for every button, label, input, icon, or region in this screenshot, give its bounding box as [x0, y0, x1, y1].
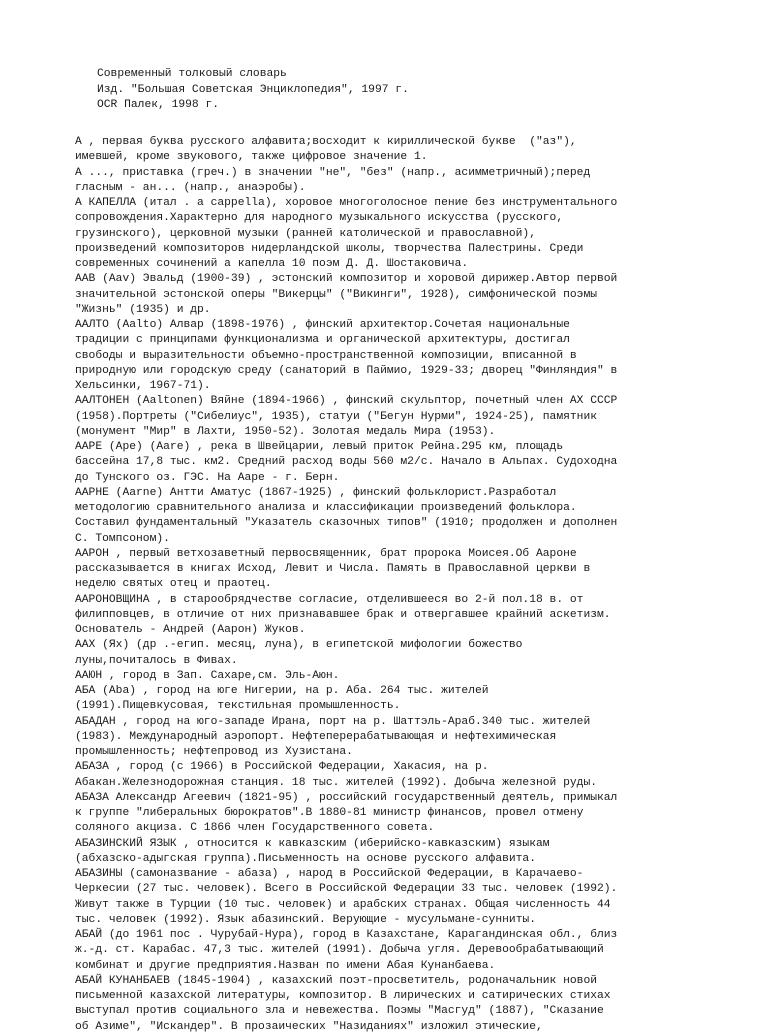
body-text-line: свободы и выразительности объемно-пространственной композиции, вписанной в — [75, 349, 577, 362]
body-text-line: тыс. человек (1992). Язык абазинский. Верующие - мусульмане-сунниты. — [75, 913, 536, 926]
body-text-line: ААЛТОНЕН (Aaltonen) Вяйне (1894-1966) , финский скульптор, почетный член АХ СССР — [75, 395, 618, 408]
body-text-line: ААЛТО (Aalto) Алвар (1898-1976) , финский архитектор.Сочетая национальные — [75, 319, 570, 331]
body-text-line: ж.-д. ст. Карабас. 47,3 тыс. жителей (1991). Добыча угля. Деревообрабатывающий — [75, 944, 604, 957]
body-text-line: произведений композиторов нидерландской школы, творчества Палестрины. Среди — [75, 242, 584, 255]
body-text-line: ААРОНОВЩИНА , в старообрядчестве согласие, отделившееся во 2-й пол.18 в. от — [75, 593, 584, 606]
body-text-line: "Жизнь" (1935) и др. — [75, 303, 211, 316]
dictionary-body — [75, 135, 617, 1035]
body-text-line: ААРОН , первый ветхозаветный первосвященник, брат пророка Моисея.Об Аароне — [75, 547, 577, 560]
body-text-line: А КАПЕЛЛА (итал . а cappella), хоровое многоголосное пение без инструментального — [75, 197, 618, 209]
body-text-line: АБАЗИНЫ (самоназвание - абаза) , народ в Российской Федерации, в Карачаево- — [75, 868, 584, 880]
body-text-line: к группе "либеральных бюрократов".В 1880-81 министр финансов, провел отмену — [75, 807, 584, 819]
header-publisher-line: Изд. "Большая Советская Энциклопедия", 1997 г. — [97, 83, 409, 96]
body-text-line: об Азиме", "Искандер". В прозаических "Назиданиях" изложил этические, — [75, 1020, 543, 1033]
body-text-line: АБА (Aba) , город на юге Нигерии, на р. Аба. 264 тыс. жителей — [75, 685, 489, 697]
body-text-line: Абакан.Железнодорожная станция. 18 тыс. жителей (1992). Добыча железной руды. — [75, 776, 598, 789]
body-text-line: природную или городскую среду (санаторий в Паймио, 1929-33; дворец "Финляндия" в — [75, 364, 618, 377]
body-text-line: выступал против социального зла и невежества. Поэмы "Масгуд" (1887), "Сказание — [75, 1005, 604, 1018]
body-text-line: грузинского), церковной музыки (ранней католической и православной), — [75, 227, 536, 240]
body-text-line: до Тунского оз. ГЭС. На Ааре - г. Берн. — [75, 471, 340, 484]
body-text-line: АБАЗА , город (с 1966) в Российской Федерации, Хакасия, на р. — [75, 761, 489, 774]
body-text-line: А ..., приставка (греч.) в значении "не", "без" (напр., асимметричный);перед — [75, 166, 591, 179]
body-text-line: АБАЙ КУНАНБАЕВ (1845-1904) , казахский поэт-просветитель, родоначальник новой — [75, 974, 598, 987]
body-text-line: Составил фундаментальный "Указатель сказочных типов" (1910; продолжен и дополнен — [75, 517, 618, 530]
body-text-line: (1983). Международный аэропорт. Нефтеперерабатывающая и нефтехимическая — [75, 730, 557, 743]
body-text-line: сопровождения.Характерно для народного музыкального искусства (русского, — [75, 212, 564, 225]
body-text-line: ААРНЕ (Aarne) Антти Аматус (1867-1925) , финский фольклорист.Разработал — [75, 486, 557, 499]
body-text-line: филипповцев, в отличие от них признававшее брак и отвергавшее крайний аскетизм. — [75, 608, 611, 621]
header-title-line: Современный толковый словарь — [97, 68, 287, 80]
body-text-line: ААЮН , город в Зап. Сахаре,см. Эль-Аюн. — [75, 669, 340, 682]
body-text-line: традиции с принципами функционализма и органической архитектуры, достигал — [75, 334, 570, 347]
body-text-line: Черкесии (27 тыс. человек). Всего в Российской Федерации 33 тыс. человек (1992). — [75, 883, 618, 896]
body-text-line: АБАЗА Александр Агеевич (1821-95) , российский государственный деятель, примыкал — [75, 791, 618, 804]
body-text-line: значительной эстонской оперы "Викерцы" ("Викинги", 1928), симфонической поэмы — [75, 288, 598, 301]
body-text-line: комбинат и другие предприятия.Назван по имени Абая Кунанбаева. — [75, 959, 496, 972]
body-text-line: промышленность; нефтепровод из Хузистана. — [75, 746, 353, 758]
body-text-line: Хельсинки, 1967-71). — [75, 380, 211, 392]
body-text-line: соляного акциза. С 1866 член Государственного совета. — [75, 822, 435, 835]
body-text-line: рассказывается в книгах Исход, Левит и Числа. Память в Православной церкви в — [75, 563, 591, 575]
document-header — [97, 67, 409, 114]
body-text-line: методологию сравнительного анализа и классификации произведений фольклора. — [75, 502, 577, 514]
body-text-line: Живут также в Турции (10 тыс. человек) и арабских странах. Общая численность 44 — [75, 898, 611, 911]
body-text-line: А , первая буква русского алфавита;восходит к кириллической букве ("аз"), — [75, 136, 577, 148]
body-text-line: (абхазско-адыгская группа).Письменность на основе русского алфавита. — [75, 852, 536, 865]
body-text-line: луны,почиталось в Фивах. — [75, 654, 238, 667]
body-text-line: ААВ (Aav) Эвальд (1900-39) , эстонский композитор и хоровой дирижер.Автор первой — [75, 273, 618, 286]
body-text-line: Основатель - Андрей (Аарон) Жуков. — [75, 624, 306, 636]
body-text-line: бассейна 17,8 тыс. км2. Средний расход воды 560 м2/с. Начало в Альпах. Судоходна — [75, 456, 618, 469]
body-text-line: (1991).Пищевкусовая, текстильная промышленность. — [75, 700, 401, 713]
body-text-line: неделю святых отец и праотец. — [75, 578, 272, 591]
body-text-line: гласным - ан... (напр., анаэробы). — [75, 181, 306, 194]
body-text-line: С. Томпсоном). — [75, 532, 170, 545]
body-text-line: АБАЙ (до 1961 пос . Чурубай-Нура), город в Казахстане, Карагандинская обл., близ — [75, 929, 618, 941]
body-text-line: письменной казахской литературы, композитор. В лирических и сатирических стихах — [75, 990, 611, 1002]
body-text-line: современных сочинений а капелла 10 поэм Д. Д. Шостаковича. — [75, 258, 469, 270]
body-text-line: ААРЕ (Аре) (Aare) , река в Швейцарии, левый приток Рейна.295 км, площадь — [75, 441, 564, 453]
body-text-line: АБАДАН , город на юго-западе Ирана, порт на р. Шаттэль-Араб.340 тыс. жителей — [75, 715, 591, 728]
body-text-line: (1958).Портреты ("Сибелиус", 1935), статуи ("Бегун Нурми", 1924-25), памятник — [75, 410, 598, 423]
body-text-line: имевшей, кроме звукового, также цифровое значение 1. — [75, 151, 428, 164]
header-ocr-line: OCR Палек, 1998 г. — [97, 99, 220, 111]
body-text-line: ААХ (Ях) (др .-егип. месяц, луна), в египетской мифологии божество — [75, 639, 523, 652]
body-text-line: АБАЗИНСКИЙ ЯЗЫК , относится к кавказским (иберийско-кавказским) языкам — [75, 837, 550, 850]
body-text-line: (монумент "Мир" в Лахти, 1950-52). Золотая медаль Мира (1953). — [75, 425, 496, 438]
